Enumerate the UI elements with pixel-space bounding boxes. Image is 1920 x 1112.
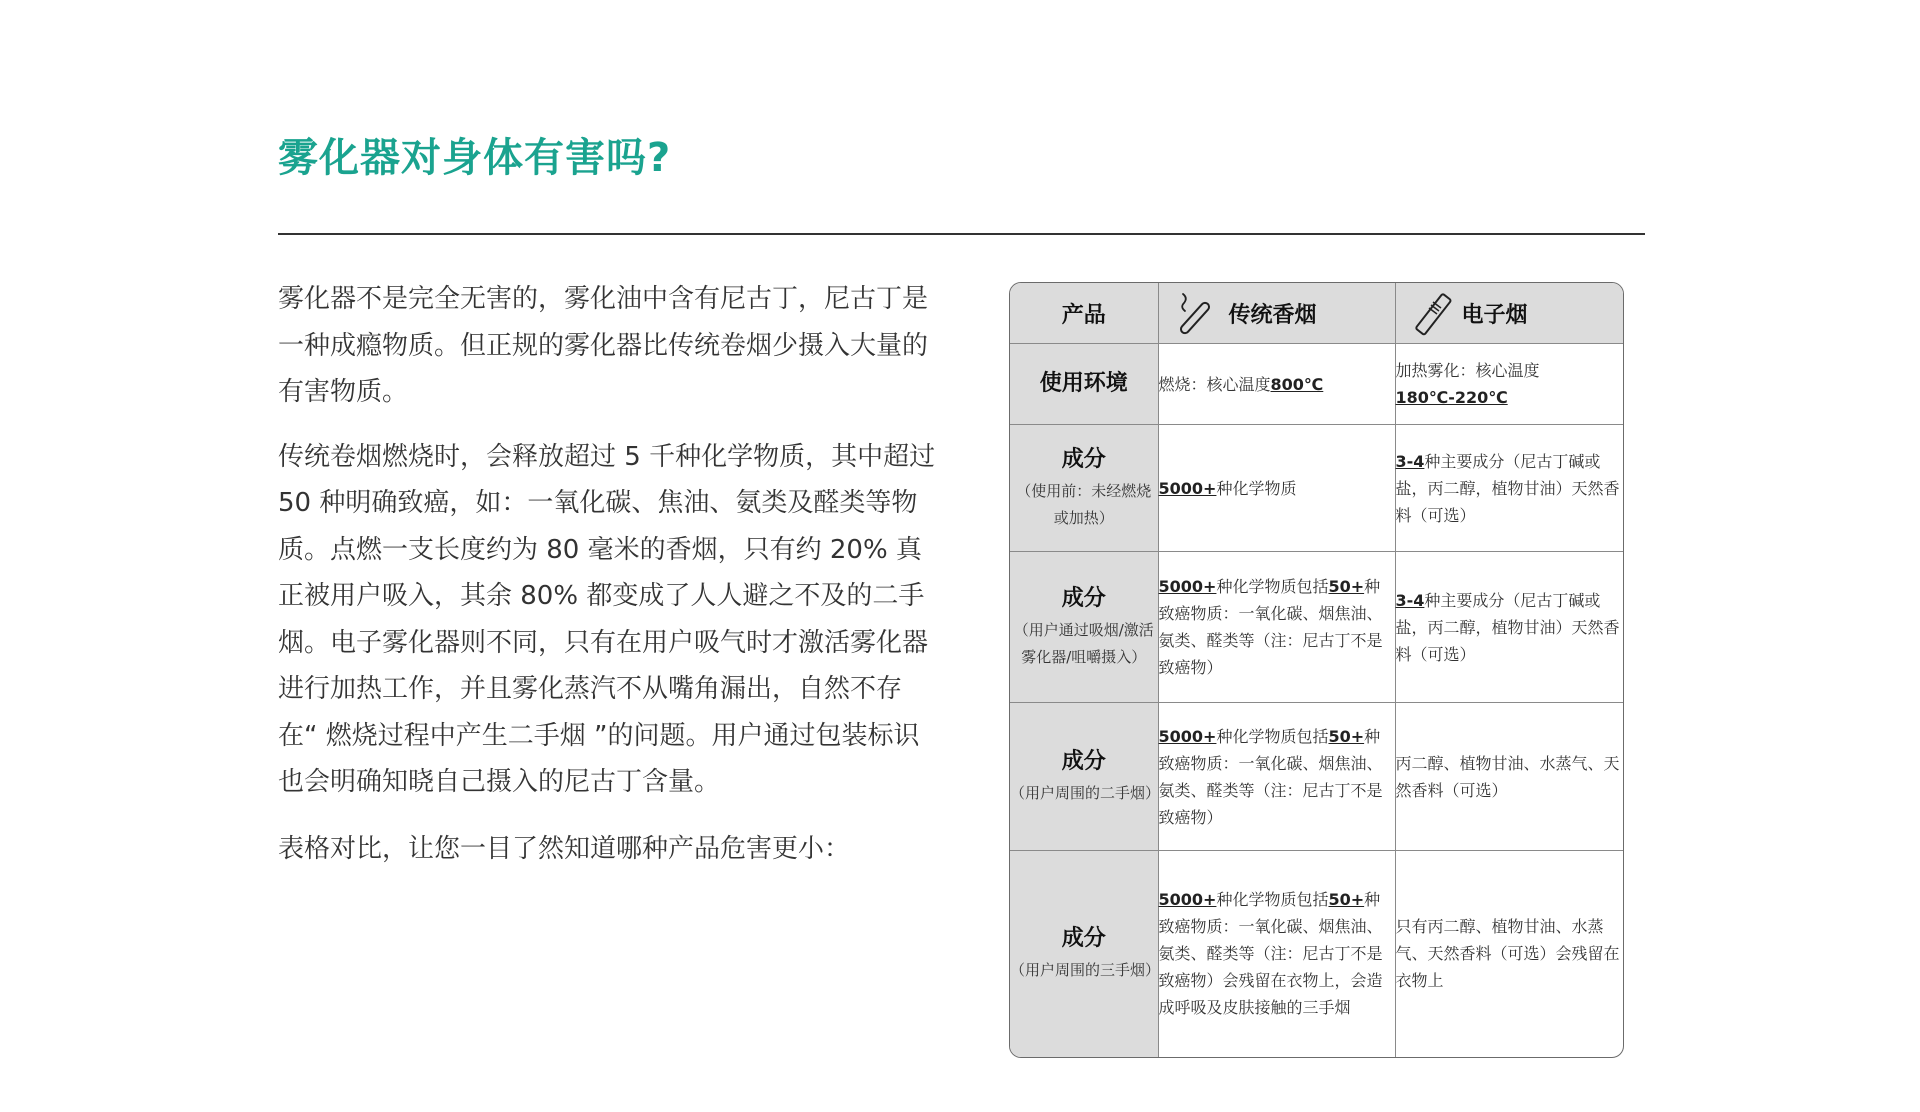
cell-text: 丙二醇、植物甘油、水蒸气、天然香料（可选） xyxy=(1395,753,1620,800)
cell-text: 种致癌物质：一氧化碳、烟焦油、氨类、醛类等（注：尼古丁不是致癌物）会残留在衣物上，会造成呼吸及皮肤接触的三手烟 xyxy=(1158,890,1383,1018)
header-product xyxy=(1010,283,1158,344)
cell-highlight: 5000+ xyxy=(1158,577,1217,596)
page-title: 雾化器对身体有害吗? xyxy=(278,135,672,181)
cigarette-icon xyxy=(1175,290,1223,336)
table-row xyxy=(1010,703,1623,851)
row-label-main: 成分 xyxy=(1061,585,1106,611)
traditional-cell xyxy=(1158,703,1395,851)
cell-text: 只有丙二醇、植物甘油、水蒸气、天然香料（可选）会残留在衣物上 xyxy=(1395,917,1620,991)
cell-highlight: 5000+ xyxy=(1158,478,1217,498)
traditional-cell xyxy=(1158,552,1395,703)
row-label-main: 成分 xyxy=(1061,446,1106,472)
header-traditional xyxy=(1158,283,1395,344)
ecig-cell xyxy=(1395,344,1623,425)
row-label-sub: （用户周围的二手烟） xyxy=(1010,783,1161,802)
cell-text: 种致癌物质：一氧化碳、烟焦油、氨类、醛类等（注：尼古丁不是致癌物） xyxy=(1158,577,1383,677)
cell-text: 加热雾化：核心温度 xyxy=(1395,361,1540,380)
row-label xyxy=(1010,552,1158,703)
table-row xyxy=(1010,425,1623,552)
row-label xyxy=(1010,425,1158,552)
paragraph: 传统卷烟燃烧时，会释放超过 5 千种化学物质，其中超过 50 种明确致癌，如：一氧化碳、焦油、氨类及醛类等物质。点燃一支长度约为 80 毫米的香烟，只有约 20% 真正被用户吸入，其余 80% 都变成了人人避之不及的二手烟。电子雾化器则不同，只有在用户吸气时才激活雾化器进行加热工作，并且雾化蒸汽不从嘴角漏出，自然不存在“ 燃烧过程中产生二手烟 ”的问题。用户通过包装标识也会明确知晓自己摄入的尼古丁含量。 xyxy=(278,441,936,797)
cell-highlight: 50+ xyxy=(1328,726,1365,746)
row-label-main: 成分 xyxy=(1061,748,1106,774)
table-row xyxy=(1010,344,1623,425)
cell-highlight: 800℃ xyxy=(1270,374,1324,394)
cell-text: 种主要成分（尼古丁碱或盐，丙二醇，植物甘油）天然香料（可选） xyxy=(1395,590,1620,664)
cell-highlight: 5000+ xyxy=(1158,726,1217,746)
cell-text: 种化学物质包括 xyxy=(1216,577,1329,596)
table-row xyxy=(1010,552,1623,703)
row-label xyxy=(1010,344,1158,425)
row-label xyxy=(1010,851,1161,1057)
header-product-label: 产品 xyxy=(1061,302,1106,328)
row-label-main: 成分 xyxy=(1061,925,1106,951)
cell-text: 种化学物质包括 xyxy=(1216,890,1329,910)
body-text xyxy=(278,276,938,892)
ecig-cell xyxy=(1395,703,1623,851)
cell-highlight: 3-4 xyxy=(1395,451,1425,471)
comparison-table xyxy=(1009,282,1624,1058)
ecig-cell xyxy=(1395,425,1623,552)
cell-highlight: 3-4 xyxy=(1395,590,1425,610)
ecig-cell xyxy=(1395,851,1623,1057)
row-label-main: 使用环境 xyxy=(1039,371,1128,396)
row-label-sub: （用户周围的三手烟） xyxy=(1010,960,1161,979)
cell-highlight: 50+ xyxy=(1328,890,1365,910)
table-header-row xyxy=(1010,283,1623,344)
table-row xyxy=(1010,851,1623,1057)
paragraph: 雾化器不是完全无害的，雾化油中含有尼古丁，尼古丁是一种成瘾物质。但正规的雾化器比传统卷烟少摄入大量的有害物质。 xyxy=(278,284,929,407)
paragraph: 表格对比，让您一目了然知道哪种产品危害更小： xyxy=(278,833,851,864)
ecig-cell xyxy=(1395,552,1623,703)
title-divider xyxy=(278,233,1645,235)
row-label xyxy=(1010,703,1161,851)
cell-text: 燃烧：核心温度 xyxy=(1158,374,1271,394)
traditional-cell xyxy=(1158,344,1395,425)
e-cigarette-icon xyxy=(1412,290,1456,336)
cell-highlight: 50+ xyxy=(1328,577,1365,596)
traditional-cell xyxy=(1158,425,1395,552)
row-label-sub: （用户通过吸烟/激活雾化器/咀嚼摄入） xyxy=(1013,620,1154,666)
cell-highlight: 5000+ xyxy=(1158,890,1217,910)
traditional-cell xyxy=(1158,851,1395,1057)
cell-text: 种主要成分（尼古丁碱或盐，丙二醇，植物甘油）天然香料（可选） xyxy=(1395,451,1620,525)
cell-text: 种化学物质包括 xyxy=(1216,726,1329,746)
cell-text: 种致癌物质：一氧化碳、烟焦油、氨类、醛类等（注：尼古丁不是致癌物） xyxy=(1158,726,1383,827)
row-label-sub: （使用前：未经燃烧或加热） xyxy=(1016,481,1152,527)
cell-text: 种化学物质 xyxy=(1216,478,1297,498)
cell-highlight: 180℃-220℃ xyxy=(1395,388,1508,407)
header-ecig-label: 电子烟 xyxy=(1461,302,1528,328)
header-ecig xyxy=(1395,283,1623,344)
header-traditional-label: 传统香烟 xyxy=(1228,302,1317,328)
